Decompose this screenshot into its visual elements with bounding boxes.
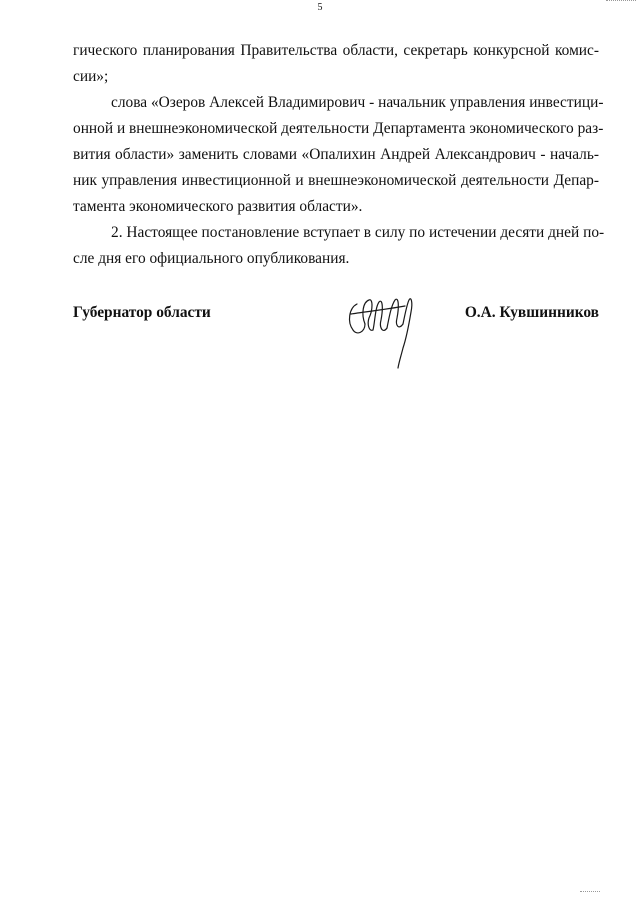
text-line: слова «Озеров Алексей Владимирович - начальник управления инвестици- [111, 94, 604, 111]
text-line: 2. Настоящее постановление вступает в силу по истечении десяти дней по- [111, 224, 605, 241]
text-line: вития области» заменить словами «Опалихин Андрей Александрович - началь- [73, 146, 599, 163]
handwritten-signature [343, 292, 423, 370]
paragraph-effective-date [73, 220, 605, 272]
signature-block [73, 300, 599, 380]
scan-edge-mark-bottom [580, 891, 600, 895]
page-number: 5 [317, 2, 323, 13]
signer-name: О.А. Кувшинников [464, 304, 599, 321]
text-line: гического планирования Правительства области, секретарь конкурсной комис- [73, 42, 599, 59]
text-line: сии»; [73, 68, 109, 85]
text-line: ник управления инвестиционной и внешнеэкономической деятельности Депар- [73, 172, 599, 189]
text-line: сле дня его официального опубликования. [73, 250, 350, 267]
text-line: тамента экономического развития области». [73, 198, 363, 215]
signer-title: Губернатор области [73, 304, 211, 321]
paragraph-amendment [73, 90, 604, 220]
paragraph-continuation [73, 38, 599, 90]
text-line: онной и внешнеэкономической деятельности Департамента экономического раз- [73, 120, 604, 137]
